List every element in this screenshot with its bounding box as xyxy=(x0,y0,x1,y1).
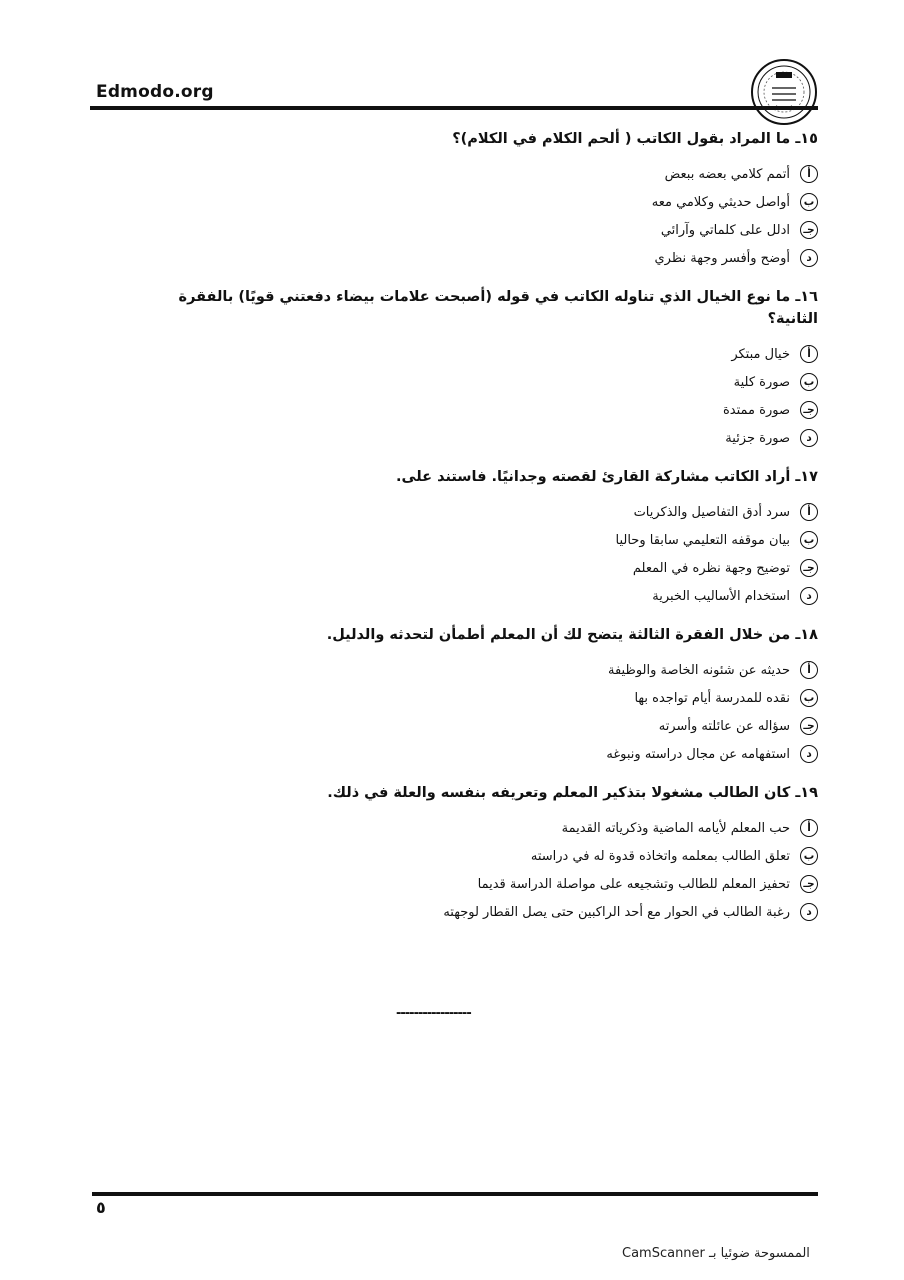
options-list xyxy=(178,498,818,610)
option-item[interactable] xyxy=(178,160,818,188)
option-marker-dal: د xyxy=(800,249,818,267)
option-marker-alef: أ xyxy=(800,165,818,183)
scanner-watermark: الممسوحة ضوئيا بـ CamScanner xyxy=(622,1246,810,1261)
option-text: صورة كلية xyxy=(733,374,790,390)
options-list xyxy=(178,340,818,452)
option-marker-alef: أ xyxy=(800,345,818,363)
header-divider xyxy=(90,106,818,110)
option-text: استخدام الأساليب الخبرية xyxy=(652,588,790,604)
question-text: ١٨ـ من خلال الفقرة الثالثة يتضح لك أن المعلم أطمأن لتحدثه والدليل. xyxy=(326,627,818,643)
question-text: ١٩ـ كان الطالب مشغولا بتذكير المعلم وتعريفه بنفسه والعلة في ذلك. xyxy=(327,785,818,801)
question-text: ١٦ـ ما نوع الخيال الذي تناوله الكاتب في قوله (أصبحت علامات بيضاء دفعتني قويًا) بالفقرة الثانية؟ xyxy=(178,289,818,327)
option-item[interactable] xyxy=(178,684,818,712)
option-marker-dal: د xyxy=(800,745,818,763)
option-item[interactable] xyxy=(178,656,818,684)
options-list xyxy=(178,160,818,272)
option-item[interactable] xyxy=(178,898,818,926)
option-item[interactable] xyxy=(178,498,818,526)
option-text: صورة ممتدة xyxy=(722,402,790,418)
option-marker-jeem: جـ xyxy=(800,717,818,735)
option-text: أتمم كلامي بعضه ببعض xyxy=(664,166,790,182)
option-item[interactable] xyxy=(178,842,818,870)
option-item[interactable] xyxy=(178,188,818,216)
ministry-seal-logo xyxy=(750,58,818,126)
option-item[interactable] xyxy=(178,814,818,842)
option-marker-ba: ب xyxy=(800,531,818,549)
option-marker-ba: ب xyxy=(800,847,818,865)
option-marker-dal: د xyxy=(800,903,818,921)
option-text: تحفيز المعلم للطالب وتشجيعه على مواصلة الدراسة قديما xyxy=(477,876,790,892)
question-block xyxy=(178,286,818,452)
option-text: صورة جزئية xyxy=(725,430,790,446)
option-marker-jeem: جـ xyxy=(800,559,818,577)
option-text: أواصل حديثي وكلامي معه xyxy=(651,194,790,210)
option-item[interactable] xyxy=(178,740,818,768)
option-item[interactable] xyxy=(178,340,818,368)
option-marker-jeem: جـ xyxy=(800,401,818,419)
question-block xyxy=(178,128,818,272)
option-marker-jeem: جـ xyxy=(800,875,818,893)
site-name: Edmodo.org xyxy=(96,82,214,102)
option-text: بيان موقفه التعليمي سابقا وحاليا xyxy=(615,532,790,548)
option-text: حديثه عن شئونه الخاصة والوظيفة xyxy=(608,662,790,678)
option-marker-ba: ب xyxy=(800,373,818,391)
option-item[interactable] xyxy=(178,554,818,582)
question-block xyxy=(178,466,818,610)
option-marker-jeem: جـ xyxy=(800,221,818,239)
footer-divider xyxy=(92,1192,818,1196)
option-text: ادلل على كلماتي وآرائي xyxy=(660,222,790,238)
option-text: خيال مبتكر xyxy=(731,346,790,362)
option-marker-alef: أ xyxy=(800,661,818,679)
option-text: استفهامه عن مجال دراسته ونبوغه xyxy=(606,746,790,762)
option-item[interactable] xyxy=(178,396,818,424)
option-marker-alef: أ xyxy=(800,819,818,837)
option-marker-dal: د xyxy=(800,587,818,605)
question-block xyxy=(178,782,818,926)
option-marker-ba: ب xyxy=(800,193,818,211)
option-text: رغبة الطالب في الحوار مع أحد الراكبين حتى يصل القطار لوجهته xyxy=(443,904,790,920)
options-list xyxy=(178,814,818,926)
questions-list xyxy=(178,128,818,940)
option-item[interactable] xyxy=(178,712,818,740)
option-text: تعلق الطالب بمعلمه واتخاذه قدوة له في دراسته xyxy=(530,848,790,864)
option-text: سرد أدق التفاصيل والذكريات xyxy=(633,504,790,520)
option-item[interactable] xyxy=(178,526,818,554)
question-text: ١٧ـ أراد الكاتب مشاركة القارئ لقصته وجدانيًا. فاستند على. xyxy=(396,469,818,485)
option-text: أوضح وأفسر وجهة نظري xyxy=(654,250,790,266)
end-marker: ----------------- xyxy=(396,1006,471,1021)
option-item[interactable] xyxy=(178,368,818,396)
option-marker-alef: أ xyxy=(800,503,818,521)
option-item[interactable] xyxy=(178,216,818,244)
question-block xyxy=(178,624,818,768)
option-item[interactable] xyxy=(178,870,818,898)
option-item[interactable] xyxy=(178,244,818,272)
option-marker-ba: ب xyxy=(800,689,818,707)
option-item[interactable] xyxy=(178,582,818,610)
option-marker-dal: د xyxy=(800,429,818,447)
options-list xyxy=(178,656,818,768)
question-text: ١٥ـ ما المراد بقول الكاتب ( ألحم الكلام في الكلام)؟ xyxy=(452,131,818,147)
page-number: ٥ xyxy=(96,1198,106,1217)
option-text: حب المعلم لأيامه الماضية وذكرياته القديمة xyxy=(561,820,790,836)
option-item[interactable] xyxy=(178,424,818,452)
option-text: توضيح وجهة نظره في المعلم xyxy=(632,560,790,576)
option-text: سؤاله عن عائلته وأسرته xyxy=(658,718,790,734)
option-text: نقده للمدرسة أيام تواجده بها xyxy=(634,690,790,706)
